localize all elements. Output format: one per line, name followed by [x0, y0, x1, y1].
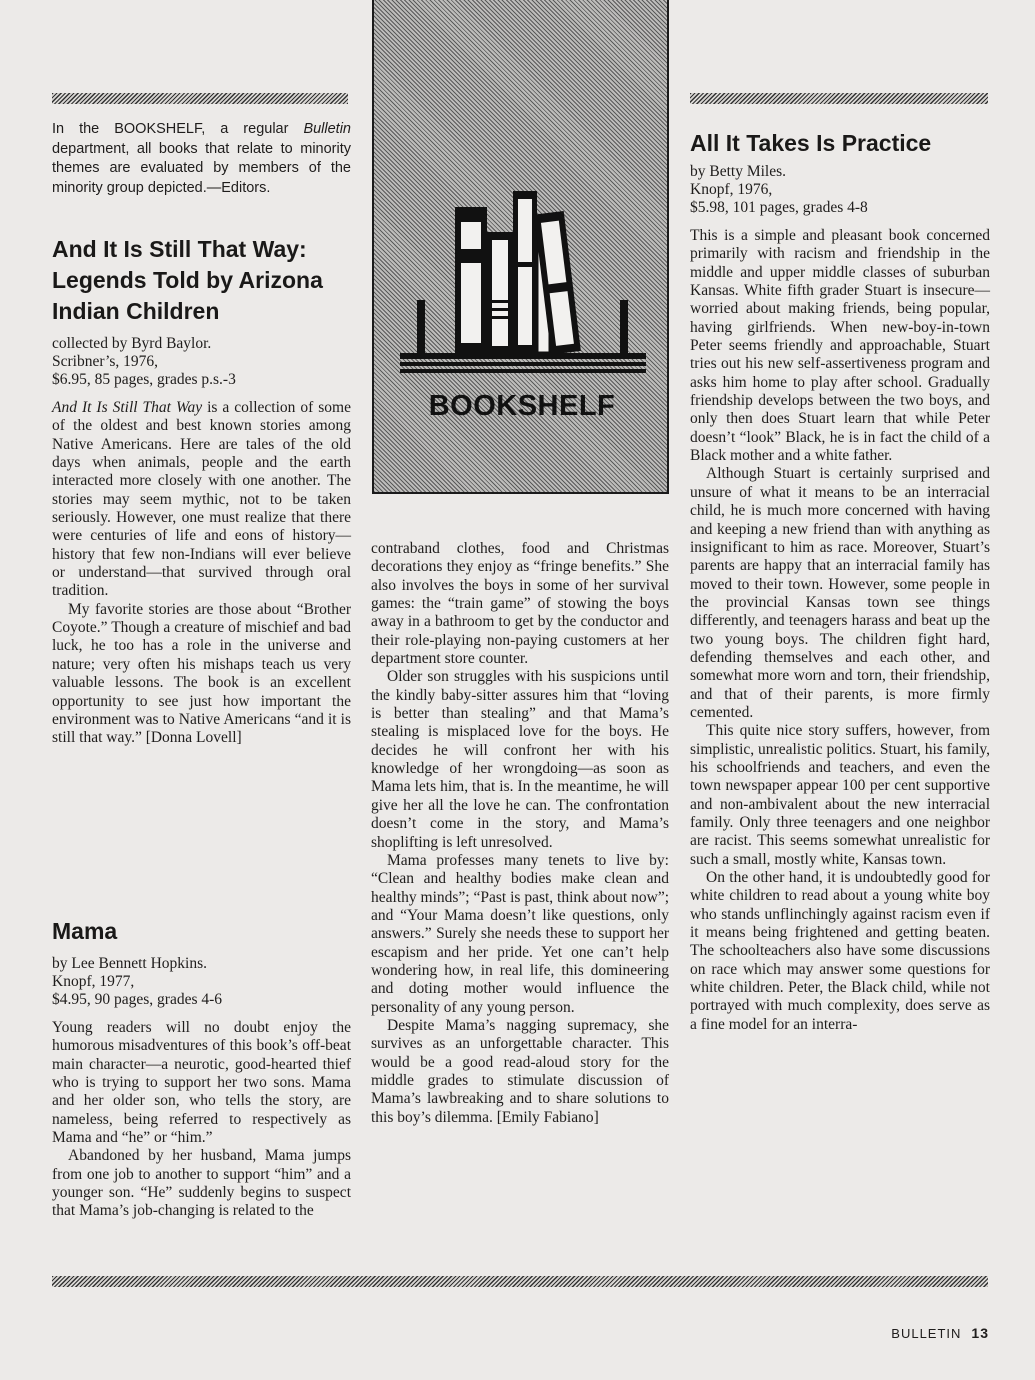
- review-paragraph: Despite Mama’s nagging supremacy, she survives as an unforgettable character. This would be a good read-aloud story for the middle grades to stimulate discussion of Mama’s lawbreaking and to share solutions to this boy’s dilemma. [Emily Fabiano]: [371, 1016, 669, 1126]
- review-title: All It Takes Is Practice: [690, 130, 932, 156]
- page-footer: [891, 1325, 989, 1341]
- review-still-that-way: [52, 234, 351, 748]
- review-mama: [52, 916, 351, 1221]
- review-author: by Betty Miles.: [690, 163, 787, 180]
- bookshelf-books-icon: [374, 0, 671, 494]
- review-paragraph: This quite nice story suffers, however, from simplistic, unrealistic politics. Stuart, his family, his schoolfriends and teachers, and even the town newspaper appear 100 per cent supportive and non-ambivalent about the new interracial family. Only three teenagers and one neighbor are racist. This seems somewhat unrealistic for such a small, mostly white, Kansas town.: [690, 722, 990, 868]
- review-paragraph: contraband clothes, food and Christmas decorations they enjoy as “fringe benefits.” She also involves the boys in some of her survival games: the “train game” of stowing the boys away in a bathroom to get by the conductor and their role-playing non-paying customers at her department store counter.: [371, 540, 669, 668]
- review-details: $5.98, 101 pages, grades 4-8: [690, 199, 868, 216]
- bookshelf-logo: [372, 0, 669, 494]
- review-paragraph: Mama professes many tenets to live by: “Clean and healthy bodies make clean and healthy minds”; “Past is past, think about now”; and “Your Mama doesn’t like questions, only answers.” Surely she needs these to support her escapism and her pride. Yet one can’t help wondering how, in real life, this domineering and doting mother would influence the personality of any young person.: [371, 851, 669, 1016]
- review-paragraph: Older son struggles with his suspicions until the kindly baby-sitter assures him that “loving is better than stealing” and that Mama’s stealing is misplaced love for the boys. He decides he will confront her with his knowledge of her wrongdoing—as soon as Mama lets him, that is. In the meantime, he will give her all the love he can. The confrontation doesn’t come in the story, and Mama’s shoplifting is left unresolved.: [371, 668, 669, 851]
- review-paragraph: Young readers will no doubt enjoy the humorous misadventures of this book’s off-beat main character—a neurotic, good-hearted thief who is trying to support her two sons. Mama and her older son, who tells the story, are nameless, being referred to respectively as Mama and “he” or “him.”: [52, 1019, 351, 1147]
- review-author: by Lee Bennett Hopkins.: [52, 955, 207, 972]
- review-paragraph: This is a simple and pleasant book concerned primarily with racism and friendship in the middle and upper middle classes of suburban Kansas. White fifth grader Stuart is insecure—worried about making friends, being popular, having girlfriends. When new-boy-in-town Peter seems friendly and approachable, Stuart tries out his new self-assertiveness program and asks him home to play after school. Gradually friendship develops between the two boys, and only then does Stuart learn that while Peter doesn’t “look” Black, he is in fact the child of a Black mother and a white father.: [690, 227, 990, 465]
- top-rule-right: [690, 93, 988, 104]
- review-author: collected by Byrd Baylor.: [52, 335, 212, 352]
- review-title: Mama: [52, 918, 118, 944]
- logo-text: BOOKSHELF: [428, 390, 616, 422]
- review-meta: [52, 335, 351, 389]
- right-column: [690, 128, 990, 1034]
- review-paragraph: My favorite stories are those about “Brother Coyote.” Though a creature of mischief and bad luck, he too has a role in the universe and nature; very often his mishaps teach us very valuable lessons. The book is an excellent opportunity to see just how important the environment was to Native Americans “and it is still that way.” [Donna Lovell]: [52, 600, 351, 747]
- top-rule-left: [52, 93, 348, 104]
- review-paragraph: On the other hand, it is undoubtedly good for white children to read about a young white boy who stands unflinchingly against racism even if it means being frightened and getting beaten. The schoolteachers also have some discussions on race which may answer some questions for white children. Peter, the Black child, while not portrayed with much complexity, does serve as a fine model for an interra-: [690, 869, 990, 1033]
- review-publisher: Scribner’s, 1976,: [52, 353, 159, 370]
- review-meta: [690, 163, 990, 217]
- editor-note: In the BOOKSHELF, a regular Bulletin department, all books that relate to minority themes are evaluated by members of the minority group depicted.—Editors.: [52, 121, 351, 196]
- review-details: $4.95, 90 pages, grades 4-6: [52, 991, 223, 1008]
- left-column: [52, 120, 351, 1220]
- review-meta: [52, 955, 351, 1009]
- bottom-rule: [52, 1276, 988, 1287]
- review-publisher: Knopf, 1977,: [52, 973, 135, 990]
- review-title: And It Is Still That Way: Legends Told by Arizona Indian Children: [52, 236, 323, 324]
- middle-column: [371, 540, 669, 1127]
- review-publisher: Knopf, 1976,: [690, 181, 773, 198]
- footer-label: BULLETIN: [891, 1326, 962, 1341]
- review-paragraph: And It Is Still That Way is a collection of some of the oldest and best known stories among Native Americans. Here are tales of the old days when animals, people and the earth interacted more closely with one another. The stories may seem mythic, not to be taken seriously. However, one must realize that there were centuries of life and eons of history—history that few non-Indians will ever believe or understand—that survived through oral tradition.: [52, 399, 351, 600]
- review-paragraph: Abandoned by her husband, Mama jumps from one job to another to support “him” and a younger son. “He” suddenly begins to suspect that Mama’s job-changing is related to the: [52, 1147, 351, 1220]
- page-number: 13: [971, 1325, 989, 1341]
- review-details: $6.95, 85 pages, grades p.s.-3: [52, 371, 236, 388]
- review-paragraph: Although Stuart is certainly surprised and unsure of what it means to be an interracial child, he is much more concerned with having and keeping a new friend than with anything as insignificant to him as race. Moreover, Stuart’s parents are happy that an interracial family has moved to their town. However, some people in the provincial Kansas town see things differently, and teenagers harass and beat up the two young boys. The children fight hard, defending themselves and each other, and somewhat more worn and torn, their friendship, and that of their parents, is more firmly cemented.: [690, 465, 990, 721]
